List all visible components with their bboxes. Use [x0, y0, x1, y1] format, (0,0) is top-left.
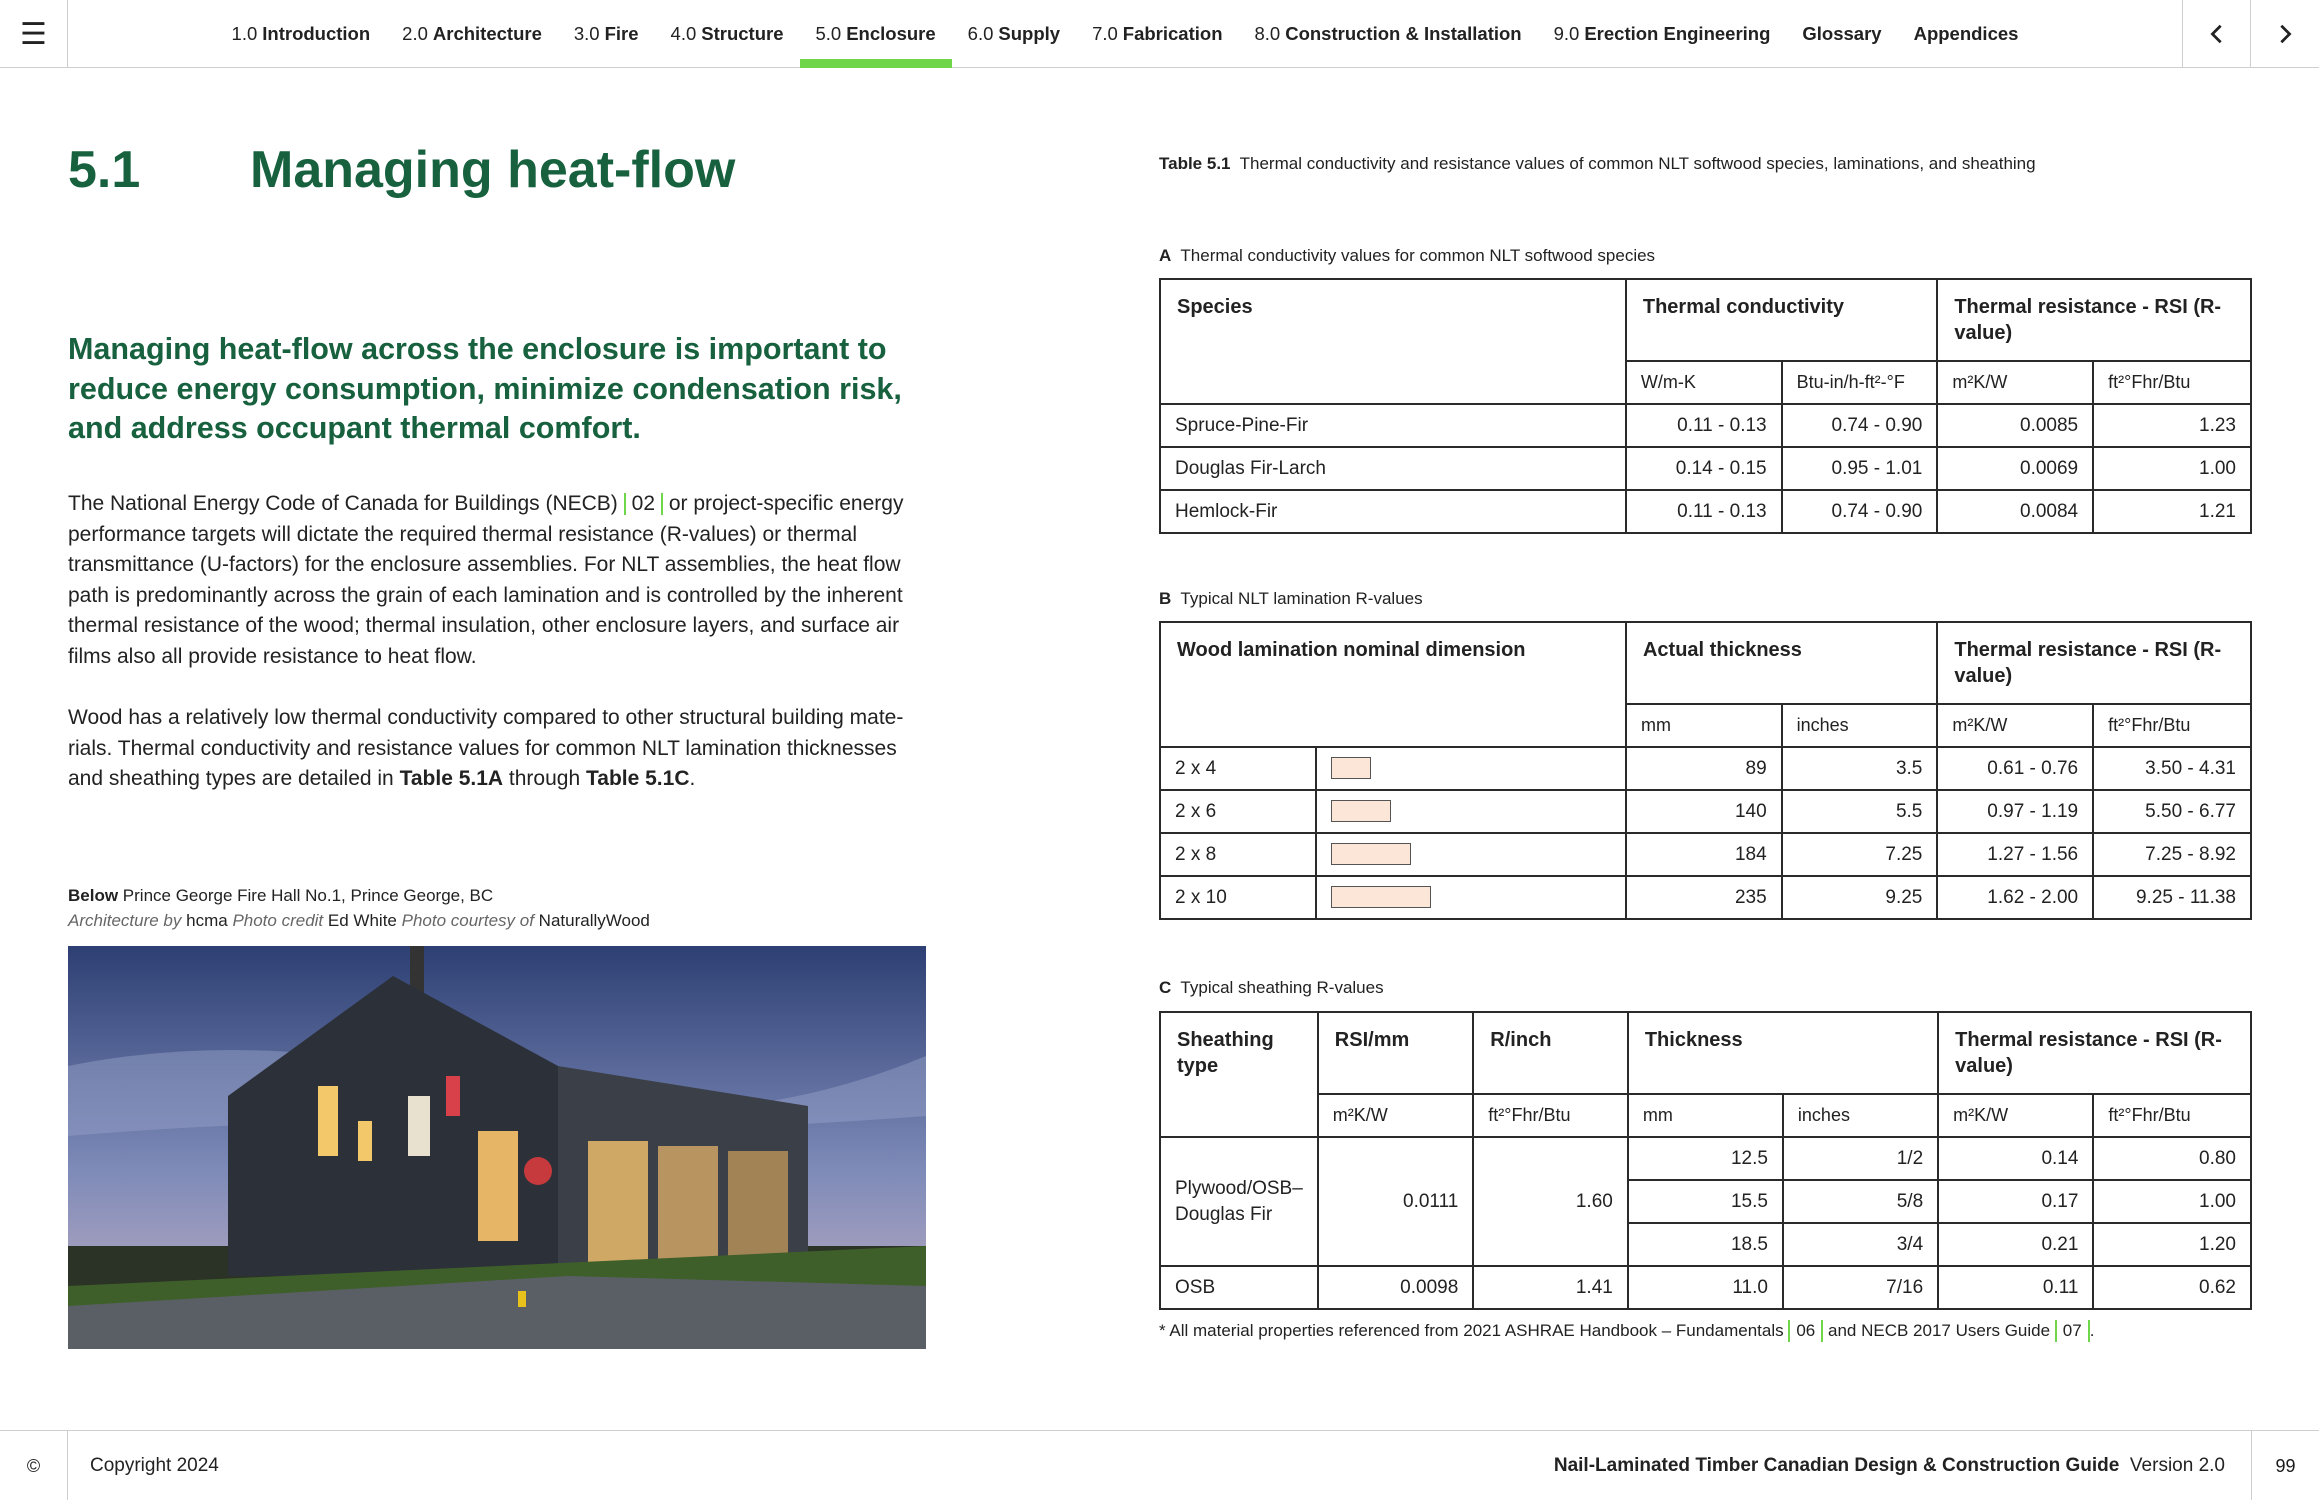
value-cell: 1/2 — [1783, 1137, 1938, 1180]
table-row — [1160, 747, 2251, 790]
chevron-right-icon[interactable] — [2250, 0, 2318, 68]
header-dimension: Wood lamination nominal dimension — [1160, 622, 1626, 747]
dimension-cell: 2 x 8 — [1160, 833, 1316, 876]
nav-item-construction[interactable]: 8.0 Construction & Installation — [1254, 23, 1522, 44]
page-title: Managing heat-flow — [250, 141, 736, 199]
unit-cell: inches — [1783, 1094, 1938, 1137]
copyright-text: Copyright 2024 — [90, 1455, 219, 1476]
value-cell: 1.00 — [2093, 447, 2251, 490]
species-cell: Spruce-Pine-Fir — [1160, 404, 1626, 447]
value-cell: 0.74 - 0.90 — [1782, 490, 1938, 533]
value-cell: 0.11 — [1938, 1266, 2093, 1309]
table-footnote: * All material properties referenced from 2021 ASHRAE Handbook – Fundamentals 06 and NECB 2017 Users Guide 07 . — [1159, 1321, 2095, 1340]
value-cell: 5.50 - 6.77 — [2093, 790, 2251, 833]
section-number: 5.1 — [68, 141, 141, 199]
table-c-caption: C Typical sheathing R-values — [1159, 978, 1384, 997]
chapter-nav — [68, 0, 2182, 68]
reference-link-07[interactable]: 07 — [2055, 1320, 2090, 1342]
table-a-caption: A Thermal conductivity values for common NLT softwood species — [1159, 246, 1656, 265]
value-cell: 0.0098 — [1318, 1266, 1474, 1309]
header-resistance: Thermal resistance - RSI (R-value) — [1938, 1012, 2251, 1094]
unit-cell: ft²°Fhr/Btu — [2093, 704, 2251, 747]
dimension-cell: 2 x 6 — [1160, 790, 1316, 833]
photo-caption: Below Prince George Fire Hall No.1, Prince George, BC — [68, 886, 494, 905]
unit-cell: ft²°Fhr/Btu — [2093, 361, 2251, 404]
header-resistance: Thermal resistance - RSI (R-value) — [1937, 622, 2251, 704]
unit-cell: m²K/W — [1318, 1094, 1474, 1137]
table-row — [1160, 447, 2251, 490]
header-r-inch: R/inch — [1473, 1012, 1628, 1094]
value-cell: 0.17 — [1938, 1180, 2093, 1223]
unit-cell: inches — [1782, 704, 1938, 747]
unit-cell: Btu-in/h-ft²-°F — [1782, 361, 1938, 404]
dimension-cell: 2 x 4 — [1160, 747, 1316, 790]
value-cell: 0.74 - 0.90 — [1782, 404, 1938, 447]
value-cell: 0.0084 — [1937, 490, 2093, 533]
lamination-swatch — [1331, 800, 1391, 822]
reference-link-06[interactable]: 06 — [1788, 1320, 1823, 1342]
table-row — [1160, 1137, 2251, 1180]
nav-item-structure[interactable]: 4.0 Structure — [670, 23, 784, 44]
table-row — [1160, 490, 2251, 533]
footer — [0, 1430, 2319, 1500]
value-cell: 1.62 - 2.00 — [1937, 876, 2093, 919]
value-cell: 0.0085 — [1937, 404, 2093, 447]
nav-item-fabrication[interactable]: 7.0 Fabrication — [1092, 23, 1223, 44]
table-row — [1160, 833, 2251, 876]
value-cell: 3.5 — [1782, 747, 1938, 790]
value-cell: 0.21 — [1938, 1223, 2093, 1266]
top-nav-bar — [0, 0, 2319, 68]
value-cell: 0.11 - 0.13 — [1626, 490, 1782, 533]
swatch-cell — [1316, 790, 1626, 833]
table-a-conductivity — [1159, 278, 2252, 534]
value-cell: 5/8 — [1783, 1180, 1938, 1223]
hamburger-icon[interactable]: ☰ — [0, 0, 68, 68]
copyright-icon[interactable]: © — [0, 1431, 68, 1500]
unit-cell: m²K/W — [1937, 704, 2093, 747]
header-resistance: Thermal resistance - RSI (R-value) — [1937, 279, 2251, 361]
header-conductivity: Thermal conductivity — [1626, 279, 1937, 361]
lamination-swatch — [1331, 757, 1371, 779]
value-cell: 1.27 - 1.56 — [1937, 833, 2093, 876]
table-row — [1160, 404, 2251, 447]
value-cell: 18.5 — [1628, 1223, 1783, 1266]
species-cell: Douglas Fir-Larch — [1160, 447, 1626, 490]
header-rsi-mm: RSI/mm — [1318, 1012, 1474, 1094]
swatch-cell — [1316, 833, 1626, 876]
value-cell: 7.25 - 8.92 — [2093, 833, 2251, 876]
value-cell: 89 — [1626, 747, 1782, 790]
body-paragraph-2: Wood has a relatively low thermal conductivity compared to other structural building mate-rials. Thermal conductivity and resistance values for common NLT lamination thicknesses and sheathing types are detailed in Table 5.1A through Table 5.1C. — [68, 706, 904, 790]
header-thickness: Actual thickness — [1626, 622, 1937, 704]
unit-cell: ft²°Fhr/Btu — [2093, 1094, 2251, 1137]
nav-item-enclosure[interactable]: 5.0 Enclosure — [800, 0, 952, 68]
value-cell: 0.61 - 0.76 — [1937, 747, 2093, 790]
value-cell: 1.60 — [1473, 1137, 1628, 1266]
unit-cell: ft²°Fhr/Btu — [1473, 1094, 1628, 1137]
reference-link-02[interactable]: 02 — [624, 493, 663, 515]
table-row — [1160, 1266, 2251, 1309]
dimension-cell: 2 x 10 — [1160, 876, 1316, 919]
table-b-laminations — [1159, 621, 2252, 920]
chevron-left-icon[interactable] — [2182, 0, 2250, 68]
sheathing-type-cell: Plywood/OSB–Douglas Fir — [1160, 1137, 1318, 1266]
fire-hall-photo — [68, 946, 926, 1349]
table-row — [1160, 790, 2251, 833]
header-species: Species — [1160, 279, 1626, 404]
lamination-swatch — [1331, 886, 1431, 908]
value-cell: 1.20 — [2093, 1223, 2251, 1266]
value-cell: 7.25 — [1782, 833, 1938, 876]
table-c-sheathing — [1159, 1011, 2252, 1310]
header-thickness: Thickness — [1628, 1012, 1938, 1094]
lamination-swatch — [1331, 843, 1411, 865]
value-cell: 0.97 - 1.19 — [1937, 790, 2093, 833]
nav-item-erection[interactable]: 9.0 Erection Engineering — [1553, 23, 1771, 44]
unit-cell: m²K/W — [1938, 1094, 2093, 1137]
value-cell: 0.0069 — [1937, 447, 2093, 490]
value-cell: 9.25 — [1782, 876, 1938, 919]
unit-cell: m²K/W — [1937, 361, 2093, 404]
value-cell: 0.0111 — [1318, 1137, 1474, 1266]
value-cell: 7/16 — [1783, 1266, 1938, 1309]
table-row — [1160, 876, 2251, 919]
body-paragraph-1: The National Energy Code of Canada for Buildings (NECB) 02 or project-specific energy performance targets will dictate the required thermal resistance (R-values) or thermal transmittance (U-factors) for the enclosure assemblies. For NLT assemblies, the heat flow path is predominantly across the grain of each lamination and is controlled by the inherent thermal resistance of the wood; thermal insulation, other enclosure layers, and surface air films also all provide resistance to heat flow. — [68, 492, 904, 668]
nav-item-glossary[interactable]: Glossary — [1802, 23, 1882, 44]
value-cell: 1.21 — [2093, 490, 2251, 533]
guide-title: Nail-Laminated Timber Canadian Design & Construction Guide Version 2.0 — [1553, 1455, 2225, 1476]
value-cell: 184 — [1626, 833, 1782, 876]
photo-credits: Architecture by hcma Photo credit Ed White Photo courtesy of NaturallyWood — [68, 911, 650, 930]
nav-item-supply[interactable]: 6.0 Supply — [967, 23, 1061, 44]
value-cell: 0.11 - 0.13 — [1626, 404, 1782, 447]
species-cell: Hemlock-Fir — [1160, 490, 1626, 533]
value-cell: 0.80 — [2093, 1137, 2251, 1180]
table-b-caption: B Typical NLT lamination R-values — [1159, 589, 1423, 608]
value-cell: 3/4 — [1783, 1223, 1938, 1266]
value-cell: 235 — [1626, 876, 1782, 919]
value-cell: 1.00 — [2093, 1180, 2251, 1223]
nav-item-introduction[interactable]: 1.0 Introduction — [231, 23, 371, 44]
header-sheathing-type: Sheathing type — [1160, 1012, 1318, 1137]
nav-item-appendices[interactable]: Appendices — [1913, 23, 2019, 44]
value-cell: 1.41 — [1473, 1266, 1628, 1309]
value-cell: 140 — [1626, 790, 1782, 833]
value-cell: 9.25 - 11.38 — [2093, 876, 2251, 919]
unit-cell: mm — [1626, 704, 1782, 747]
sheathing-type-cell: OSB — [1160, 1266, 1318, 1309]
page-number: 99 — [2251, 1431, 2319, 1500]
nav-item-architecture[interactable]: 2.0 Architecture — [402, 23, 542, 44]
value-cell: 0.14 — [1938, 1137, 2093, 1180]
value-cell: 1.23 — [2093, 404, 2251, 447]
unit-cell: W/m-K — [1626, 361, 1782, 404]
nav-item-fire[interactable]: 3.0 Fire — [573, 23, 639, 44]
swatch-cell — [1316, 747, 1626, 790]
value-cell: 11.0 — [1628, 1266, 1783, 1309]
swatch-cell — [1316, 876, 1626, 919]
lead-paragraph: Managing heat-flow across the enclosure is important to reduce energy consumption, minimize condensation risk, and address occupant thermal comfort. — [68, 332, 902, 445]
value-cell: 0.14 - 0.15 — [1626, 447, 1782, 490]
value-cell: 12.5 — [1628, 1137, 1783, 1180]
value-cell: 0.95 - 1.01 — [1782, 447, 1938, 490]
value-cell: 0.62 — [2093, 1266, 2251, 1309]
value-cell: 15.5 — [1628, 1180, 1783, 1223]
table-caption: Table 5.1 Thermal conductivity and resistance values of common NLT softwood species, laminations, and sheathing — [1159, 154, 2036, 173]
value-cell: 3.50 - 4.31 — [2093, 747, 2251, 790]
value-cell: 5.5 — [1782, 790, 1938, 833]
unit-cell: mm — [1628, 1094, 1783, 1137]
